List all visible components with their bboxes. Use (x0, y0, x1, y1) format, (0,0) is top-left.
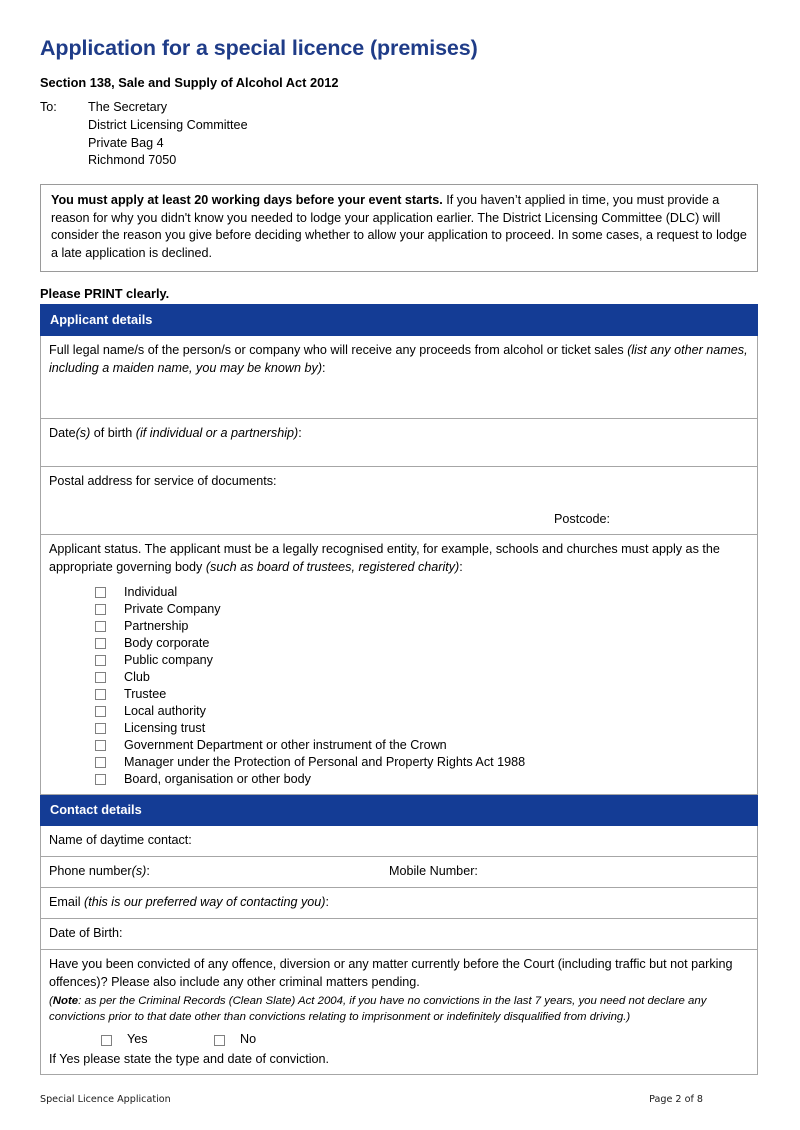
field-cell-email[interactable] (41, 888, 758, 919)
email-label-italic: (this is our preferred way of contacting you) (84, 895, 326, 910)
option-label: Individual (124, 584, 178, 599)
checkbox-icon[interactable] (95, 672, 106, 683)
applicant-status-option-local-authority[interactable] (49, 703, 749, 720)
notice-body: If you haven’t applied in time, you must provide a reason for why you didn't know you needed to lodge your application earlier. The District Licensing Committee (DLC) will consider the reason you give before deciding whether to allow your application to proceed. In some cases, a request to lodge a late application is declined. (51, 193, 747, 261)
option-label: Government Department or other instrument of the Crown (124, 737, 447, 752)
phone-number-label: Phone number (49, 864, 132, 879)
field-row-daytime-contact[interactable] (41, 826, 758, 857)
field-cell-date-of-birth[interactable] (41, 419, 758, 467)
page-content (40, 36, 758, 1075)
footer-page-number: Page 2 of 8 (649, 1094, 703, 1105)
full-legal-name-label-tail: : (322, 360, 326, 375)
applicant-status-option-trustee[interactable] (49, 686, 749, 703)
option-label: Manager under the Protection of Personal and Property Rights Act 1988 (124, 754, 526, 769)
checkbox-icon[interactable] (95, 604, 106, 615)
section-header-contact-details-label: Contact details (41, 794, 758, 826)
checkbox-icon[interactable] (95, 757, 106, 768)
checkbox-icon[interactable] (95, 723, 106, 734)
applicant-status-option-manager-pppr[interactable] (49, 754, 749, 771)
field-row-postal-address[interactable] (41, 467, 758, 535)
option-label: Board, organisation or other body (124, 771, 311, 786)
option-label: Body corporate (124, 635, 210, 650)
field-cell-applicant-status[interactable] (41, 535, 758, 794)
convictions-option-no[interactable] (214, 1031, 256, 1049)
applicant-status-option-government-department[interactable] (49, 737, 749, 754)
addressee-block (40, 99, 758, 170)
full-legal-name-label: Full legal name/s of the person/s or company who will receive any proceeds from alcohol or ticket sales (49, 343, 628, 358)
checkbox-icon[interactable] (95, 638, 106, 649)
page-title: Application for a special licence (premises) (40, 36, 478, 60)
footer-document-name: Special Licence Application (40, 1094, 171, 1105)
dob-label: Date (49, 426, 76, 441)
convictions-note (49, 994, 749, 1025)
convictions-option-yes[interactable] (101, 1031, 214, 1049)
applicant-status-option-public-company[interactable] (49, 652, 749, 669)
postcode-label: Postcode: (554, 511, 611, 526)
dob-label-tail: : (298, 426, 302, 441)
field-row-contact-date-of-birth[interactable] (41, 919, 758, 950)
addressee-to-label: To: (40, 100, 57, 115)
option-label: Private Company (124, 601, 221, 616)
applicant-status-option-private-company[interactable] (49, 601, 749, 618)
phone-number-label-tail: : (146, 864, 150, 879)
field-cell-contact-date-of-birth[interactable]: Date of Birth: (41, 919, 758, 950)
checkbox-icon[interactable] (95, 621, 106, 632)
dob-label-italic-s: (s) (75, 426, 91, 441)
option-label: Local authority (124, 703, 206, 718)
applicant-status-option-licensing-trust[interactable] (49, 720, 749, 737)
option-label: Licensing trust (124, 720, 206, 735)
note-open-paren: ( (49, 995, 53, 1008)
field-row-applicant-status[interactable] (41, 535, 758, 794)
applicant-status-option-body-corporate[interactable] (49, 635, 749, 652)
applicant-status-label-italic: (such as board of trustees, registered charity) (205, 560, 460, 574)
section-header-applicant-details-label: Applicant details (41, 304, 758, 336)
applicant-status-option-individual[interactable] (49, 584, 749, 601)
postal-address-label: Postal address for service of documents: (49, 474, 277, 489)
field-row-full-legal-name[interactable] (41, 336, 758, 419)
checkbox-icon[interactable] (101, 1035, 112, 1046)
section-header-applicant-details (41, 304, 758, 336)
address-line: District Licensing Committee (88, 117, 248, 132)
applicant-status-label-tail: : (459, 560, 463, 574)
checkbox-icon[interactable] (214, 1035, 225, 1046)
checkbox-icon[interactable] (95, 587, 106, 598)
phone-number-label-italic: (s) (131, 864, 147, 879)
applicant-status-option-list (49, 584, 749, 788)
field-cell-daytime-contact[interactable]: Name of daytime contact: (41, 826, 758, 857)
section-header-contact-details (41, 794, 758, 826)
field-row-convictions[interactable] (41, 950, 758, 1075)
page-footer (40, 1094, 758, 1105)
applicant-form-table (40, 304, 758, 1076)
phone-mobile-split (49, 863, 749, 881)
convictions-question: Have you been convicted of any offence, diversion or any matter currently before the Court (including traffic but not parking offences)? Please also include any other criminal matters pending. (49, 957, 733, 989)
print-clearly-instruction: Please PRINT clearly. (40, 285, 170, 301)
checkbox-icon[interactable] (95, 706, 106, 717)
applicant-status-label-wrap (49, 541, 749, 576)
field-cell-phone-numbers[interactable] (41, 857, 758, 888)
phone-number-label-wrap (49, 863, 389, 881)
field-row-date-of-birth[interactable] (41, 419, 758, 467)
email-label: Email (49, 895, 84, 910)
address-line: The Secretary (88, 100, 168, 115)
option-label: Club (124, 669, 150, 684)
deadline-notice-box (40, 184, 758, 271)
dob-label-italic-qualifier: (if individual or a partnership) (135, 426, 299, 441)
convictions-yes-no-row (49, 1031, 749, 1049)
note-body: : as per the Criminal Records (Clean Slate) Act 2004, if you have no convictions in the last 7 years, you need not declare any convictions prior to that date other than convictions relating to imprisonment or indefinitely disqualified from driving.) (49, 995, 707, 1023)
checkbox-icon[interactable] (95, 655, 106, 666)
checkbox-icon[interactable] (95, 774, 106, 785)
address-line: Private Bag 4 (88, 135, 164, 150)
addressee-lines (88, 99, 248, 170)
option-label: No (240, 1032, 257, 1047)
checkbox-icon[interactable] (95, 740, 106, 751)
address-line: Richmond 7050 (88, 153, 177, 168)
mobile-number-label: Mobile Number: (389, 864, 478, 879)
field-cell-full-legal-name[interactable] (41, 336, 758, 419)
option-label: Partnership (124, 618, 189, 633)
applicant-status-option-board-organisation[interactable] (49, 771, 749, 788)
dob-label-mid: of birth (90, 426, 136, 441)
document-subtitle: Section 138, Sale and Supply of Alcohol Act 2012 (40, 74, 339, 90)
option-label: Yes (127, 1032, 148, 1047)
option-label: Trustee (124, 686, 167, 701)
email-label-tail: : (325, 895, 329, 910)
applicant-status-option-partnership[interactable] (49, 618, 749, 635)
notice-bold-lead: You must apply at least 20 working days before your event starts. (51, 193, 443, 208)
full-legal-name-label-italic: (list any other names, including a maiden name, you may be known by) (49, 343, 748, 375)
option-label: Public company (124, 652, 213, 667)
field-cell-postal-address[interactable] (41, 467, 758, 535)
note-bold-word: Note (52, 995, 79, 1008)
applicant-status-option-club[interactable] (49, 669, 749, 686)
convictions-follow-up: If Yes please state the type and date of conviction. (49, 1051, 330, 1066)
field-cell-convictions[interactable] (41, 950, 758, 1075)
checkbox-icon[interactable] (95, 689, 106, 700)
applicant-status-label: Applicant status. The applicant must be a legally recognised entity, for example, schools and churches must apply as the appropriate governing body (49, 542, 720, 574)
field-row-phone-numbers[interactable] (41, 857, 758, 888)
field-row-email[interactable] (41, 888, 758, 919)
